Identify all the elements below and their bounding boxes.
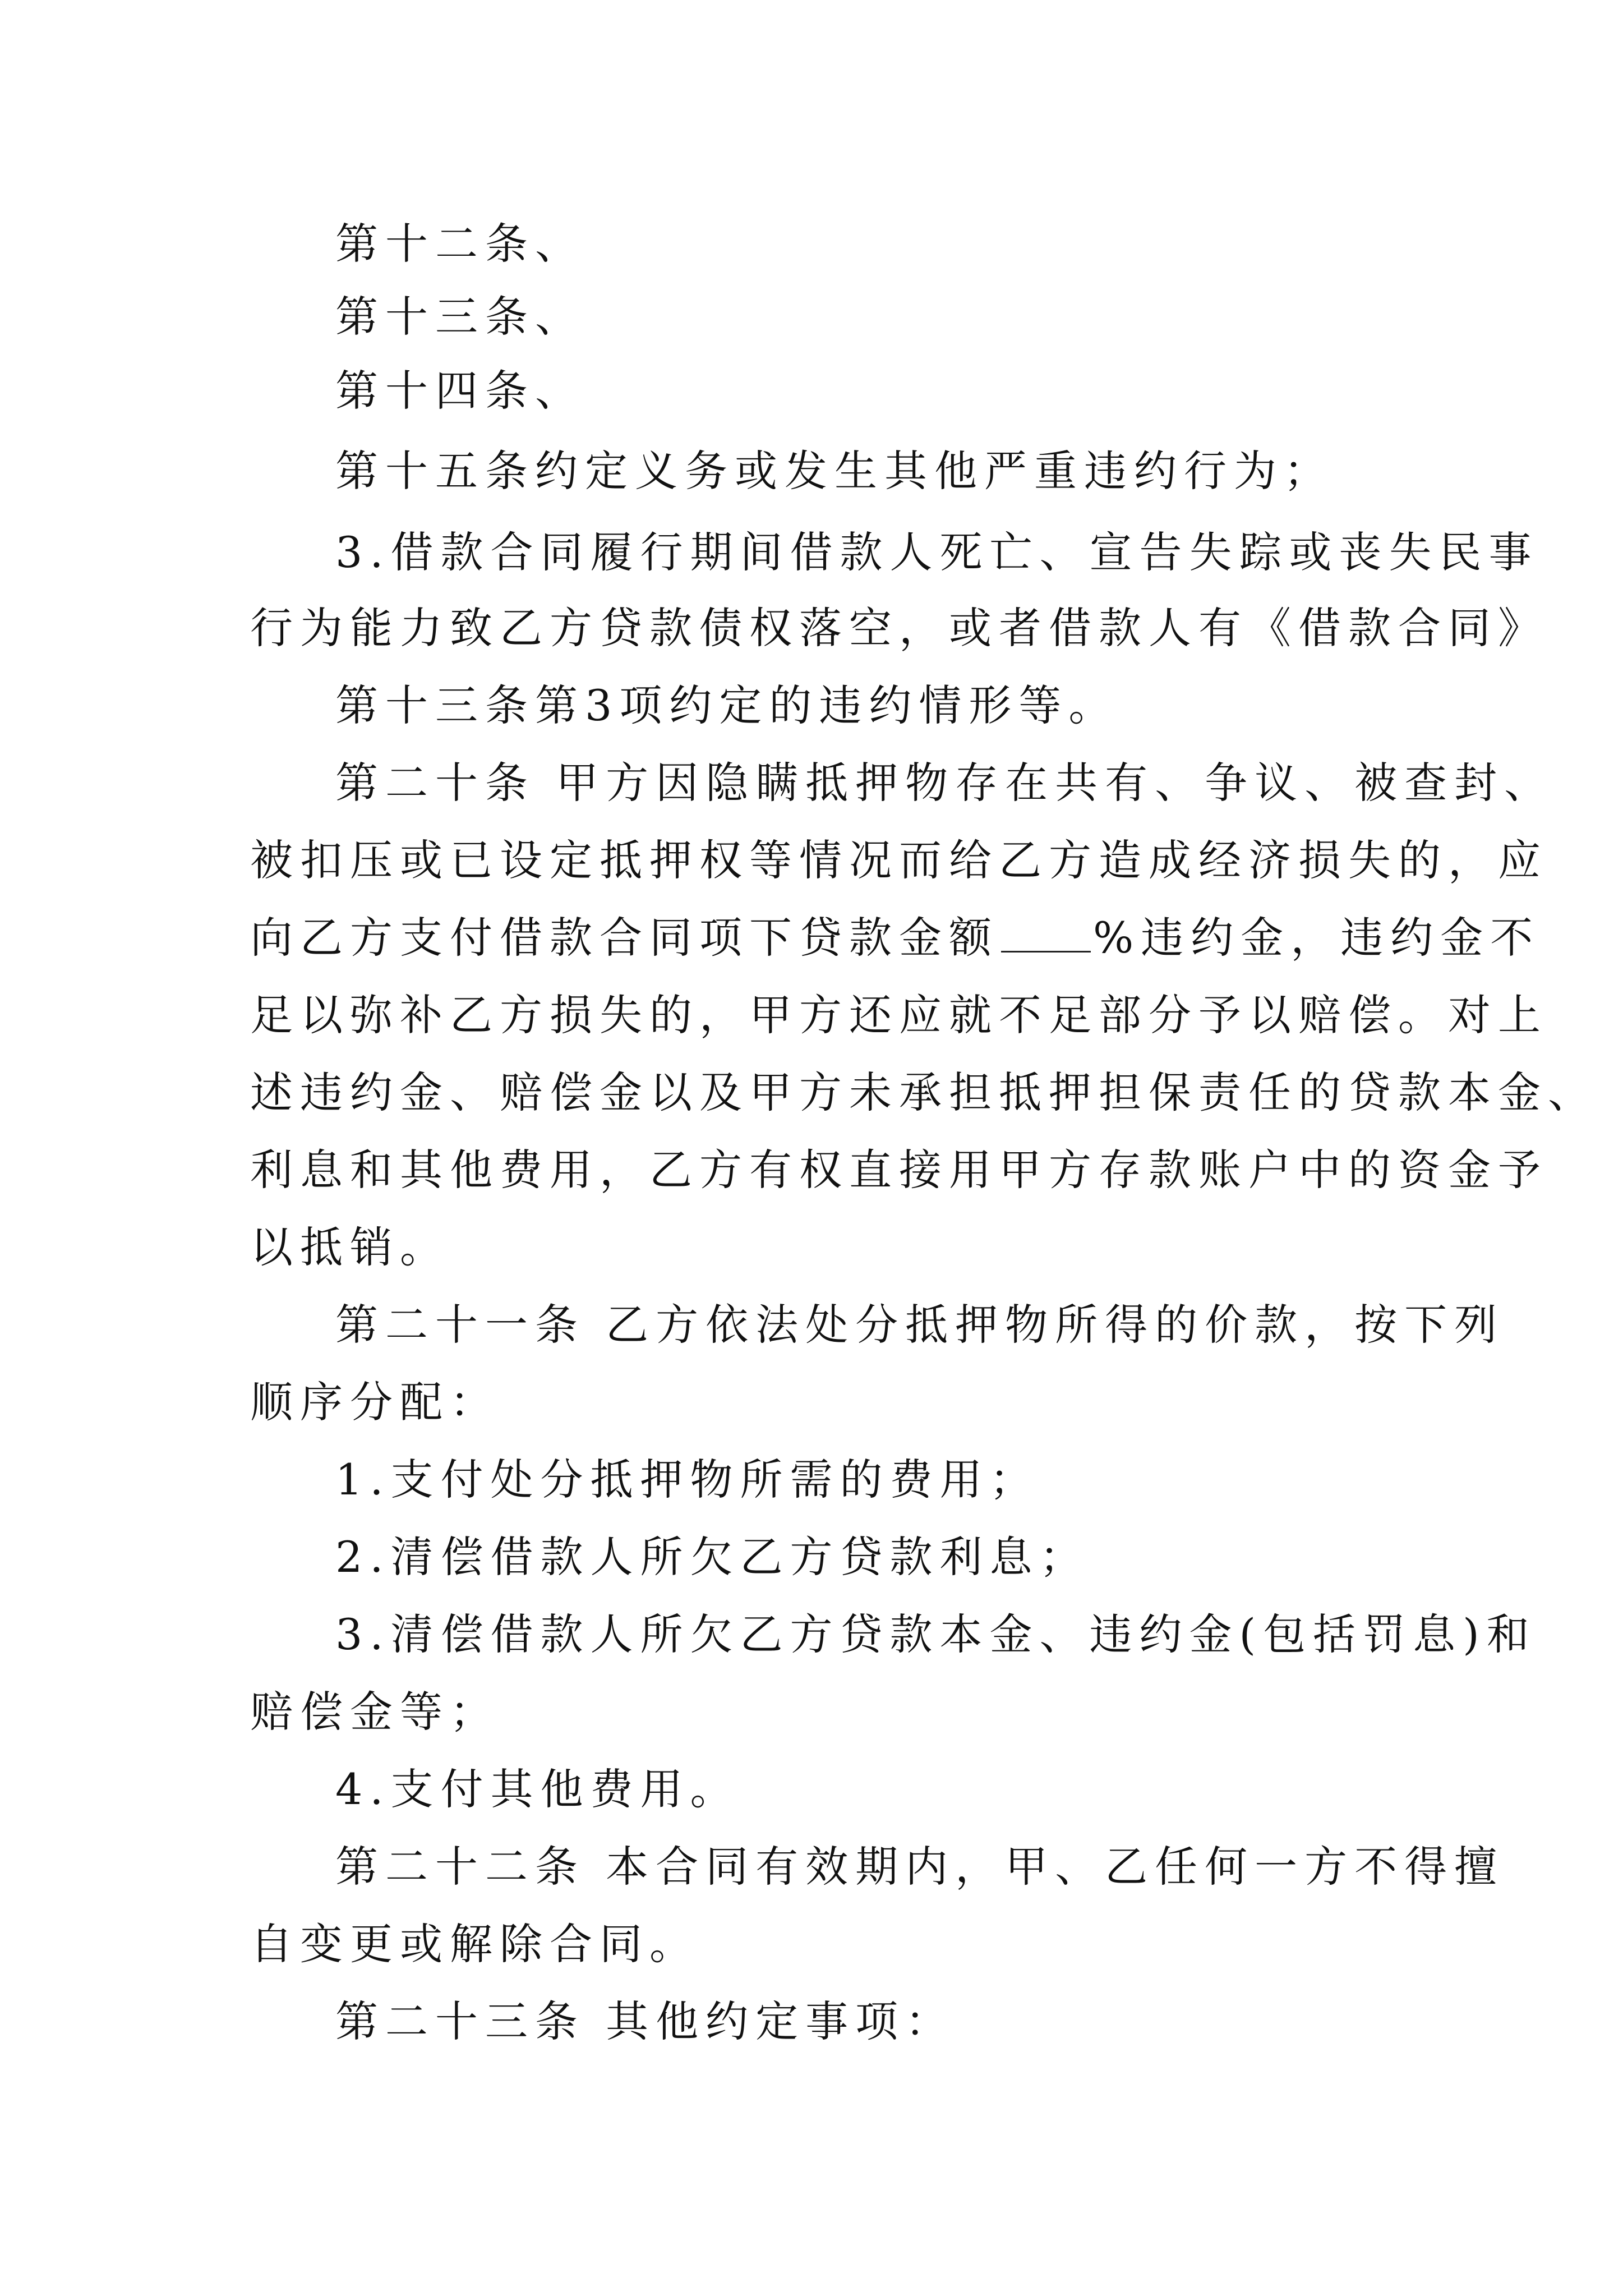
text-line: 1.支付处分抵押物所需的费用； [335,1455,1040,1504]
text-line: 行为能力致乙方贷款债权落空，或者借款人有《借款合同》 [250,603,1548,653]
text-line [250,910,1540,966]
text-line: 4.支付其他费用。 [335,1764,740,1814]
text-line: 第十二条、 [335,219,585,269]
text-line: 3.清偿借款人所欠乙方贷款本金、违约金(包括罚息)和 [335,1609,1537,1659]
text-line: 第十五条约定义务或发生其他严重违约行为； [335,446,1334,496]
text-line: 第二十三条 其他约定事项： [335,1996,956,2046]
text-line: 3.借款合同履行期间借款人死亡、宣告失踪或丧失民事 [335,527,1539,577]
text-line: 第二十一条 乙方依法处分抵押物所得的价款，按下列 [335,1300,1505,1350]
text-line: 足以弥补乙方损失的，甲方还应就不足部分予以赔偿。对上 [250,990,1548,1040]
text-segment: %违约金，违约金不 [1093,913,1541,963]
text-line: 第十三条、 [335,292,585,342]
text-line: 顺序分配： [250,1377,500,1427]
text-line: 第二十二条 本合同有效期内，甲、乙任何一方不得擅 [335,1842,1505,1892]
text-line: 第二十条 甲方因隐瞒抵押物存在共有、争议、被查封、 [335,758,1555,808]
text-segment: 向乙方支付借款合同项下贷款金额 [250,913,999,963]
text-line: 自变更或解除合同。 [250,1919,699,1969]
text-line: 述违约金、赔偿金以及甲方未承担抵押担保责任的贷款本金、 [250,1068,1598,1117]
blank-underline [1001,918,1091,953]
text-line: 赔偿金等； [250,1687,500,1737]
text-line: 被扣压或已设定抵押权等情况而给乙方造成经济损失的，应 [250,835,1548,885]
text-line: 第十四条、 [335,366,585,416]
text-line: 第十三条第3项约定的违约情形等。 [335,680,1119,730]
text-line: 以抵销。 [250,1222,450,1272]
text-line: 利息和其他费用，乙方有权直接用甲方存款账户中的资金予 [250,1145,1548,1195]
text-line: 2.清偿借款人所欠乙方贷款利息； [335,1532,1090,1582]
